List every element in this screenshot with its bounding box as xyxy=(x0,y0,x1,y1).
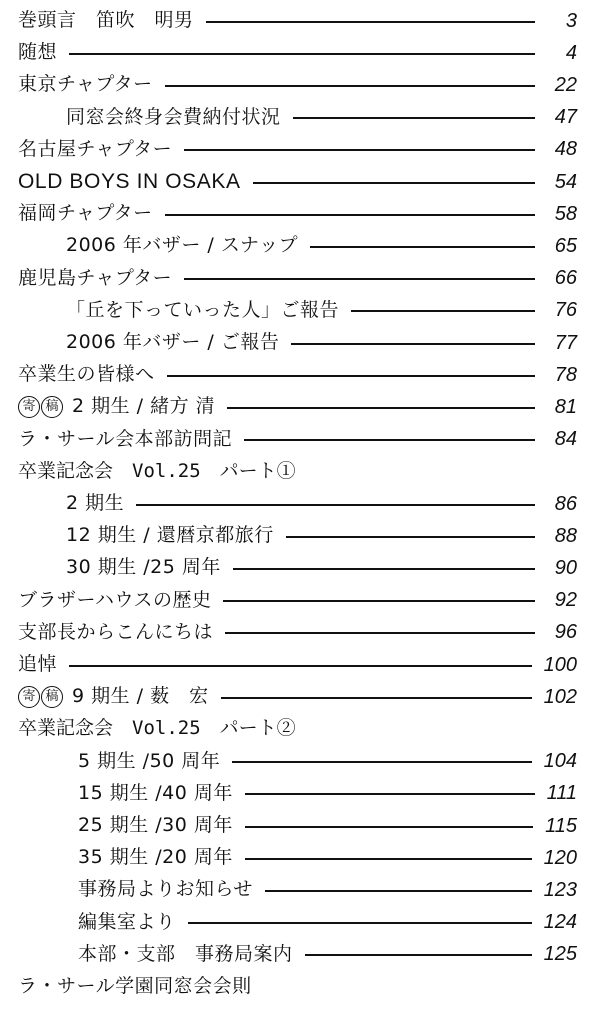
toc-entry-text: 鹿児島チャプター xyxy=(18,266,173,289)
toc-entry-title xyxy=(18,977,252,996)
toc-entry xyxy=(0,551,591,584)
toc-entry-text: 支部長からこんにちは xyxy=(18,620,214,643)
toc-entry-text: OLD BOYS IN OSAKA xyxy=(18,170,241,193)
leader-line xyxy=(305,954,532,956)
toc-entry xyxy=(0,294,591,327)
contribution-mark-icon xyxy=(18,396,64,418)
toc-entry xyxy=(0,423,591,456)
toc-entry-title xyxy=(78,848,233,867)
toc-entry xyxy=(0,680,591,713)
toc-entry xyxy=(0,745,591,778)
toc-entry-text: 25 期生 /30 周年 xyxy=(78,814,233,836)
leader-line xyxy=(167,375,535,377)
toc-entry-title xyxy=(66,526,274,545)
toc-entry-text: 卒業生の皆様へ xyxy=(18,363,155,386)
page-number: 96 xyxy=(554,621,577,644)
page-number: 81 xyxy=(554,395,577,418)
toc-entry xyxy=(0,841,591,874)
toc-entry xyxy=(0,101,591,134)
toc-entry xyxy=(0,487,591,520)
toc-entry-title xyxy=(66,236,298,255)
toc-entry-title xyxy=(78,880,253,899)
toc-entry xyxy=(0,584,591,617)
toc-entry-text: 福岡チャプター xyxy=(18,202,153,225)
toc-entry-title xyxy=(18,686,209,708)
toc-entry xyxy=(0,68,591,101)
leader-line xyxy=(225,632,535,634)
toc-entry-title xyxy=(78,749,221,772)
page-number: 47 xyxy=(554,106,577,129)
toc-entry-text: ラ・サール会本部訪問記 xyxy=(18,427,233,450)
toc-entry xyxy=(0,777,591,810)
page-number: 48 xyxy=(554,138,577,161)
toc-entry-text: 卒業記念会 Vol.25 パート② xyxy=(18,717,296,740)
page-number: 78 xyxy=(554,363,577,386)
page-number: 92 xyxy=(554,589,577,612)
toc-entry-text: 9 期生 / 薮 宏 xyxy=(72,685,209,708)
circled-char-icon: 稿 xyxy=(41,686,63,708)
leader-line xyxy=(184,278,535,280)
leader-line xyxy=(227,407,535,409)
toc-entry xyxy=(0,873,591,906)
leader-line xyxy=(244,439,535,441)
leader-line xyxy=(245,793,535,795)
toc-entry-title xyxy=(66,494,124,513)
toc-entry-text: 2 期生 / 緒方 清 xyxy=(72,395,216,418)
leader-line xyxy=(245,826,533,828)
leader-line xyxy=(232,761,531,763)
page-number: 54 xyxy=(554,170,577,193)
leader-line xyxy=(206,21,535,23)
leader-line xyxy=(293,117,535,119)
toc-entry xyxy=(0,712,591,745)
toc-entry-title xyxy=(18,75,153,94)
toc-entry-text: 5 期生 /50 周年 xyxy=(78,749,221,772)
page-number: 76 xyxy=(554,299,577,322)
toc-entry xyxy=(0,970,591,1003)
toc-entry-text: ブラザーハウスの歴史 xyxy=(18,588,212,611)
toc-entry-text: 30 期生 /25 周年 xyxy=(66,556,221,579)
toc-entry xyxy=(0,133,591,166)
page-number: 22 xyxy=(554,73,577,96)
page-number: 88 xyxy=(554,524,577,547)
toc-entry-title xyxy=(18,719,296,738)
page-number: 84 xyxy=(554,428,577,451)
leader-line xyxy=(310,246,535,248)
toc-entry-text: 35 期生 /20 周年 xyxy=(78,846,233,869)
toc-entry-text: 本部・支部 事務局案内 xyxy=(78,942,293,965)
toc-entry-title xyxy=(18,396,215,418)
circled-char-icon: 寄 xyxy=(18,396,40,418)
toc-entry xyxy=(0,455,591,488)
toc-entry-title xyxy=(66,333,279,352)
leader-line xyxy=(165,85,535,87)
toc-entry-text: 名古屋チャプター xyxy=(18,137,173,160)
circled-char-icon: 寄 xyxy=(18,686,40,708)
page-number: 66 xyxy=(554,267,577,290)
toc-entry-title xyxy=(18,459,296,482)
toc-entry-title xyxy=(66,105,281,128)
toc-entry xyxy=(0,229,591,262)
toc-entry-title xyxy=(18,11,194,30)
contribution-mark-icon xyxy=(18,686,64,708)
toc-entry-text: 12 期生 / 還暦京都旅行 xyxy=(66,524,274,547)
toc-entry-title xyxy=(78,942,293,965)
page-number: 125 xyxy=(543,943,577,966)
toc-entry-title xyxy=(18,204,153,223)
toc-entry xyxy=(0,262,591,295)
page-number: 77 xyxy=(554,331,577,354)
page-number: 90 xyxy=(554,556,577,579)
toc-entry-title xyxy=(66,558,221,577)
leader-line xyxy=(136,504,535,506)
leader-line xyxy=(253,182,535,184)
leader-line xyxy=(291,343,535,345)
toc-entry-text: 東京チャプター xyxy=(18,73,153,96)
leader-line xyxy=(165,214,535,216)
page-number: 104 xyxy=(543,750,577,773)
toc-entry xyxy=(0,906,591,939)
toc-entry-text: 卒業記念会 Vol.25 パート① xyxy=(18,459,296,482)
leader-line xyxy=(188,922,532,924)
page-number: 65 xyxy=(554,234,577,257)
page-number: 124 xyxy=(543,911,577,934)
toc-entry xyxy=(0,519,591,552)
toc-entry-text: 同窓会終身会費納付状況 xyxy=(66,105,281,128)
page-number: 111 xyxy=(546,782,577,805)
leader-line xyxy=(69,665,532,667)
leader-line xyxy=(223,600,535,602)
toc-entry xyxy=(0,938,591,971)
toc-entry-title xyxy=(18,620,214,643)
circled-char-icon: 稿 xyxy=(41,396,63,418)
toc-entry-text: 2006 年バザー / ご報告 xyxy=(66,331,280,353)
leader-line xyxy=(351,310,535,312)
page-number: 86 xyxy=(554,492,577,515)
toc-entry-title xyxy=(66,298,340,321)
page-number: 102 xyxy=(543,685,577,708)
toc-entry xyxy=(0,809,591,842)
toc-entry-title xyxy=(78,816,233,835)
page-number: 123 xyxy=(543,878,577,901)
toc-entry-text: 15 期生 /40 周年 xyxy=(78,781,233,804)
toc-entry-title xyxy=(78,781,233,804)
leader-line xyxy=(184,149,535,151)
toc-entry-text: 追悼 xyxy=(18,653,58,675)
leader-line xyxy=(221,697,532,699)
page-number: 115 xyxy=(545,814,577,837)
toc-entry xyxy=(0,358,591,391)
leader-line xyxy=(233,568,535,570)
toc-entry-title xyxy=(18,137,173,160)
toc-entry-title xyxy=(18,427,233,450)
toc-entry-text: 巻頭言 笛吹 明男 xyxy=(18,9,194,31)
toc-entry-text: 2006 年バザー / スナップ xyxy=(66,234,299,257)
leader-line xyxy=(265,890,532,892)
toc-entry-text: 事務局よりお知らせ xyxy=(78,878,253,901)
page-number: 100 xyxy=(543,653,577,676)
toc-entry-title xyxy=(18,655,57,674)
toc-entry xyxy=(0,648,591,681)
toc-entry-title xyxy=(18,43,57,62)
toc-entry xyxy=(0,4,591,37)
toc-entry-title xyxy=(18,588,212,611)
toc-entry-text: ラ・サール学園同窓会会則 xyxy=(18,975,252,997)
toc-entry xyxy=(0,390,591,423)
page-number: 4 xyxy=(565,41,577,64)
toc-entry xyxy=(0,36,591,69)
toc-entry-title xyxy=(18,365,155,384)
page-number: 3 xyxy=(565,9,577,32)
toc-entry xyxy=(0,197,591,230)
page-number: 120 xyxy=(543,846,577,869)
toc-entry-text: 編集室より xyxy=(78,910,176,933)
leader-line xyxy=(69,53,535,55)
page-number: 58 xyxy=(554,202,577,225)
toc-entry-text: 随想 xyxy=(18,41,58,64)
toc-entry xyxy=(0,326,591,359)
toc-entry xyxy=(0,165,591,198)
leader-line xyxy=(286,536,535,538)
toc-entry xyxy=(0,616,591,649)
toc-entry-title xyxy=(18,266,173,289)
toc-entry-title xyxy=(18,171,241,192)
leader-line xyxy=(245,858,532,860)
toc-entry-text: 「丘を下っていった人」ご報告 xyxy=(66,298,340,321)
toc-entry-text: 2 期生 xyxy=(66,492,125,514)
toc-entry-title xyxy=(78,910,176,933)
